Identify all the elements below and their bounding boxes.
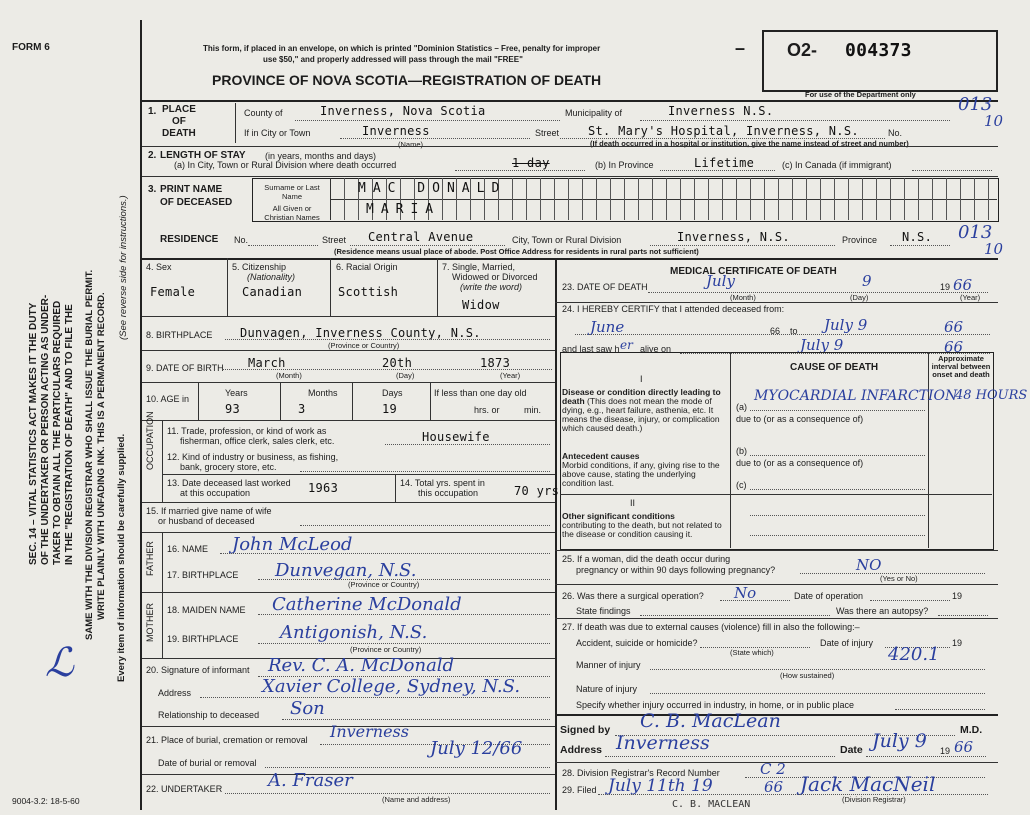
death-day: 9 xyxy=(862,272,872,290)
birthplace-value: Dunvagen, Inverness County, N.S. xyxy=(240,326,481,340)
cause-a-value: MYOCARDIAL INFARCTION xyxy=(754,388,958,404)
dob-year: 1873 xyxy=(480,356,511,370)
name-grid-cell-divider xyxy=(624,178,625,220)
name-grid-cell-divider xyxy=(722,178,723,220)
name-grid-cell-divider xyxy=(582,178,583,220)
side-text-7: Every item of information should be carefully supplied. xyxy=(116,433,127,682)
marital-status-value: Widow xyxy=(462,298,500,312)
antecedent-causes-label: Antecedent causes xyxy=(562,451,640,461)
division-registrar-signature: Jack MacNeil xyxy=(800,772,936,796)
surname-value: MAC DONALD xyxy=(358,181,507,196)
occupation-side-label: OCCUPATION xyxy=(145,411,155,470)
municipality-value: Inverness N.S. xyxy=(668,104,774,118)
dept-use-label: For use of the Department only xyxy=(805,90,916,99)
name-grid-cell-divider xyxy=(834,178,835,220)
father-name: John McLeod xyxy=(232,534,353,555)
reg-prefix: O2- xyxy=(787,40,818,60)
name-grid-cell-divider xyxy=(764,178,765,220)
place-of-death-title: PLACE xyxy=(162,104,196,115)
death-year: 66 xyxy=(953,276,973,294)
mother-side-label: MOTHER xyxy=(145,603,155,642)
city-value: Inverness xyxy=(362,124,430,138)
surgical-operation-value: No xyxy=(734,584,757,602)
name-grid-cell-divider xyxy=(666,178,667,220)
name-grid-cell-divider xyxy=(806,178,807,220)
filed-date: July 11th 19 xyxy=(608,776,713,796)
age-years: 93 xyxy=(225,402,241,416)
name-grid-cell-divider xyxy=(568,178,569,220)
pregnancy-value: NO xyxy=(856,556,882,574)
name-grid-cell-divider xyxy=(512,178,513,220)
form-label: FORM 6 xyxy=(12,42,50,53)
side-text-8: (See reverse side for instructions.) xyxy=(118,195,129,340)
death-month: July xyxy=(706,272,735,290)
form-title: PROVINCE OF NOVA SCOTIA—REGISTRATION OF DEATH xyxy=(212,72,602,88)
side-text-2: OF THE UNDERTAKER OR PERSON ACTING AS UNDER- xyxy=(40,294,51,565)
name-grid-cell-divider xyxy=(946,178,947,220)
street-value: St. Mary's Hospital, Inverness, N.S. xyxy=(588,124,859,138)
residence-province: N.S. xyxy=(902,230,933,244)
attended-from: June xyxy=(590,318,625,336)
left-margin-rule xyxy=(140,20,142,810)
attended-to: July 9 xyxy=(824,316,868,334)
racial-origin-value: Scottish xyxy=(338,285,399,299)
given-names-value: MARIA xyxy=(366,202,441,217)
name-grid-cell-divider xyxy=(960,178,961,220)
physician-signature: C. B. MacLean xyxy=(640,710,781,732)
side-text-5: SAME WITH THE DIVISION REGISTRAR WHO SHALL ISSUE THE BURIAL PERMIT. xyxy=(84,269,95,640)
name-grid-cell-divider xyxy=(792,178,793,220)
name-grid-cell-divider xyxy=(526,178,527,220)
name-grid-cell-divider xyxy=(876,178,877,220)
physician-address: Inverness xyxy=(616,732,710,754)
name-grid-cell-divider xyxy=(974,178,975,220)
name-grid-cell-divider xyxy=(540,178,541,220)
other-conditions-label: Other significant conditions xyxy=(562,511,675,521)
name-grid-cell-divider xyxy=(988,178,989,220)
certificate-date: July 9 xyxy=(872,730,927,752)
medical-certificate-title: MEDICAL CERTIFICATE OF DEATH xyxy=(670,266,837,277)
residence-division: Inverness, N.S. xyxy=(677,230,790,244)
name-grid-cell-divider xyxy=(848,178,849,220)
dob-day: 20th xyxy=(382,356,413,370)
name-grid-cell-divider xyxy=(932,178,933,220)
name-grid-cell-divider xyxy=(638,178,639,220)
residence-title: RESIDENCE xyxy=(160,234,219,245)
name-grid-cell-divider xyxy=(904,178,905,220)
name-grid-cell-divider xyxy=(890,178,891,220)
reg-number: 004373 xyxy=(845,40,912,61)
name-grid-cell-divider xyxy=(344,178,345,220)
undertaker-value: A. Fraser xyxy=(268,770,353,791)
handwritten-mark: ℒ xyxy=(45,640,74,686)
father-birthplace: Dunvegan, N.S. xyxy=(275,560,417,581)
age-days: 19 xyxy=(382,402,398,416)
burial-place: Inverness xyxy=(330,722,409,741)
occupation-value: Housewife xyxy=(422,430,490,444)
name-grid-cell-divider xyxy=(652,178,653,220)
side-text-6: WRITE PLAINLY WITH UNFADING INK. THIS IS A PERMANENT RECORD. xyxy=(96,292,107,620)
residence-street: Central Avenue xyxy=(368,230,474,244)
side-text-3: TAKER TO OBTAIN ALL THE PARTICULARS REQUIRED xyxy=(52,300,63,565)
county-value: Inverness, Nova Scotia xyxy=(320,104,486,118)
name-grid-cell-divider xyxy=(596,178,597,220)
registrar-record-number: C 2 xyxy=(760,760,786,778)
name-grid-cell-divider xyxy=(820,178,821,220)
envelope-note-2: use $50," and properly addressed will pass through the mail "FREE" xyxy=(263,55,523,64)
side-text-4: IN THE "REGISTRATION OF DEATH" AND TO FILE THE xyxy=(64,304,75,565)
name-grid-cell-divider xyxy=(736,178,737,220)
name-grid-cell-divider xyxy=(680,178,681,220)
age-months: 3 xyxy=(298,402,306,416)
cause-a-interval: 48 HOURS xyxy=(955,388,1028,403)
name-grid-cell-divider xyxy=(554,178,555,220)
informant-relationship: Son xyxy=(290,698,325,719)
name-grid-cell-divider xyxy=(610,178,611,220)
informant-signature: Rev. C. A. McDonald xyxy=(268,655,455,676)
dob-month: March xyxy=(248,356,286,370)
name-grid-cell-divider xyxy=(750,178,751,220)
name-grid-cell-divider xyxy=(778,178,779,220)
name-grid-cell-divider xyxy=(862,178,863,220)
last-seen-alive: July 9 xyxy=(800,336,844,354)
mother-birthplace: Antigonish, N.S. xyxy=(280,622,428,643)
name-grid-cell-divider xyxy=(708,178,709,220)
sex-value: Female xyxy=(150,285,196,299)
cause-of-death-title: CAUSE OF DEATH xyxy=(790,362,879,373)
burial-date: July 12/66 xyxy=(430,738,523,759)
stay-city-value: 1 day xyxy=(512,156,550,170)
citizenship-value: Canadian xyxy=(242,285,303,299)
disease-condition-label: Disease or condition directly leading to death xyxy=(562,387,721,406)
years-in-occupation: 70 yrs xyxy=(514,484,560,498)
informant-address: Xavier College, Sydney, N.S. xyxy=(262,676,521,697)
last-worked-value: 1963 xyxy=(308,481,339,495)
print-name-title: PRINT NAME xyxy=(160,184,223,195)
physician-stamp: C. B. MACLEAN xyxy=(672,799,751,810)
mother-maiden-name: Catherine McDonald xyxy=(272,594,462,615)
father-side-label: FATHER xyxy=(145,541,155,576)
name-grid-cell-divider xyxy=(694,178,695,220)
envelope-note-1: This form, if placed in an envelope, on which is printed "Dominion Statistics – Free, penalty for improper xyxy=(203,44,601,53)
form-footer-code: 9004-3.2: 18-5-60 xyxy=(12,796,80,806)
classification-code: 420.1 xyxy=(888,644,940,665)
side-text-1: SEC. 14 – VITAL STATISTICS ACT MAKES IT THE DUTY xyxy=(28,302,39,565)
length-of-stay-title: LENGTH OF STAY xyxy=(160,150,246,161)
stay-province-value: Lifetime xyxy=(694,156,755,170)
name-grid-cell-divider xyxy=(918,178,919,220)
